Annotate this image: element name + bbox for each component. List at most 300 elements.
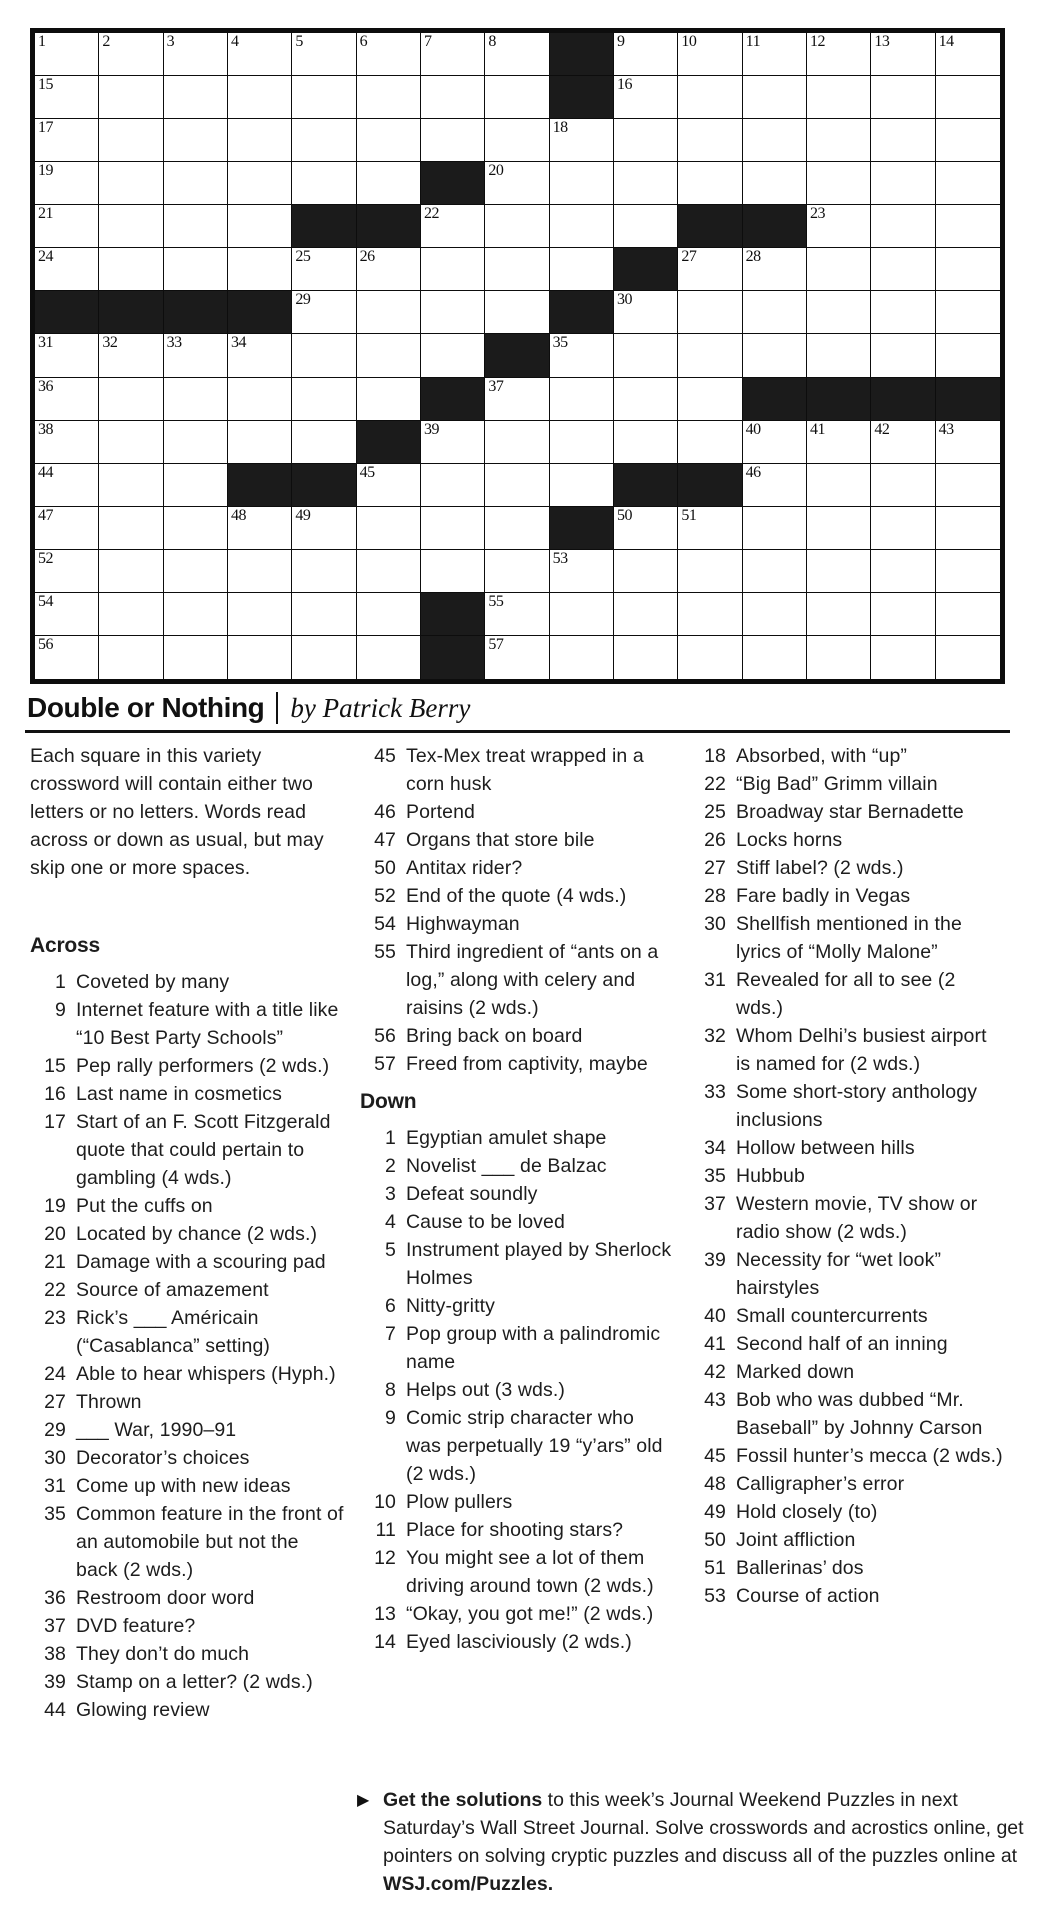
black-cell-r5c6 xyxy=(357,205,421,248)
clue-item xyxy=(690,770,1035,798)
clue-number: 26 xyxy=(704,829,726,851)
grid-cell-r6c7[interactable] xyxy=(421,248,485,291)
clue-item xyxy=(690,1358,1035,1386)
grid-cell-r3c11[interactable] xyxy=(678,119,742,162)
grid-cell-r6c1[interactable] xyxy=(35,248,99,291)
grid-cell-r9c3[interactable] xyxy=(164,378,228,421)
grid-cell-r2c4[interactable] xyxy=(228,76,292,119)
clue-text: Start of an F. Scott Fitzgerald quote that could pertain to gambling (4 wds.) xyxy=(76,1111,331,1189)
grid-cell-r11c8[interactable] xyxy=(485,464,549,507)
grid-cell-r1c12[interactable] xyxy=(743,33,807,76)
grid-cell-r2c13[interactable] xyxy=(807,76,871,119)
clue-text: Shellfish mentioned in the lyrics of “Molly Malone” xyxy=(736,913,962,963)
clue-text: Hollow between hills xyxy=(736,1137,915,1159)
clue-number: 12 xyxy=(374,1547,396,1569)
grid-cell-r12c15[interactable] xyxy=(936,507,1000,550)
grid-cell-r14c9[interactable] xyxy=(550,593,614,636)
grid-cell-r1c14[interactable] xyxy=(871,33,935,76)
grid-cell-r11c2[interactable] xyxy=(99,464,163,507)
clue-number: 18 xyxy=(704,745,726,767)
grid-cell-r4c2[interactable] xyxy=(99,162,163,205)
clue-item xyxy=(360,938,678,1022)
clue-item xyxy=(690,1246,1035,1302)
black-cell-r9c14 xyxy=(871,378,935,421)
grid-cell-r3c13[interactable] xyxy=(807,119,871,162)
clue-number: 48 xyxy=(704,1473,726,1495)
grid-cell-r10c12[interactable] xyxy=(743,421,807,464)
grid-cell-r8c13[interactable] xyxy=(807,334,871,377)
grid-cell-r9c2[interactable] xyxy=(99,378,163,421)
grid-cell-r12c4[interactable] xyxy=(228,507,292,550)
grid-cell-r14c14[interactable] xyxy=(871,593,935,636)
grid-cell-r14c1[interactable] xyxy=(35,593,99,636)
black-cell-r7c2 xyxy=(99,291,163,334)
grid-cell-r14c13[interactable] xyxy=(807,593,871,636)
grid-cell-r1c13[interactable] xyxy=(807,33,871,76)
grid-cell-r1c5[interactable] xyxy=(292,33,356,76)
grid-cell-r8c5[interactable] xyxy=(292,334,356,377)
clue-text: Organs that store bile xyxy=(406,829,595,851)
grid-cell-r6c3[interactable] xyxy=(164,248,228,291)
grid-cell-r7c7[interactable] xyxy=(421,291,485,334)
across-clue-list-part1 xyxy=(30,968,348,1724)
cell-number: 8 xyxy=(488,33,496,50)
grid-cell-r1c8[interactable] xyxy=(485,33,549,76)
grid-cell-r10c10[interactable] xyxy=(614,421,678,464)
black-cell-r7c3 xyxy=(164,291,228,334)
grid-cell-r2c15[interactable] xyxy=(936,76,1000,119)
grid-cell-r8c15[interactable] xyxy=(936,334,1000,377)
clue-text: Comic strip character who was perpetually 19 “y’ars” old (2 wds.) xyxy=(406,1407,663,1485)
grid-cell-r8c7[interactable] xyxy=(421,334,485,377)
clue-item xyxy=(30,1696,348,1724)
grid-cell-r13c9[interactable] xyxy=(550,550,614,593)
grid-cell-r6c11[interactable] xyxy=(678,248,742,291)
clue-number: 11 xyxy=(375,1519,396,1541)
grid-cell-r2c12[interactable] xyxy=(743,76,807,119)
grid-cell-r1c11[interactable] xyxy=(678,33,742,76)
grid-cell-r15c5[interactable] xyxy=(292,636,356,679)
clue-text: They don’t do much xyxy=(76,1643,250,1665)
grid-cell-r2c5[interactable] xyxy=(292,76,356,119)
grid-cell-r6c6[interactable] xyxy=(357,248,421,291)
grid-cell-r4c4[interactable] xyxy=(228,162,292,205)
grid-cell-r11c15[interactable] xyxy=(936,464,1000,507)
grid-cell-r8c9[interactable] xyxy=(550,334,614,377)
grid-cell-r13c12[interactable] xyxy=(743,550,807,593)
clue-item xyxy=(690,1386,1035,1442)
clue-number: 9 xyxy=(55,999,66,1021)
grid-cell-r1c7[interactable] xyxy=(421,33,485,76)
grid-cell-r15c6[interactable] xyxy=(357,636,421,679)
grid-cell-r4c11[interactable] xyxy=(678,162,742,205)
grid-cell-r15c12[interactable] xyxy=(743,636,807,679)
grid-cell-r4c9[interactable] xyxy=(550,162,614,205)
grid-cell-r3c4[interactable] xyxy=(228,119,292,162)
grid-cell-r15c8[interactable] xyxy=(485,636,549,679)
grid-cell-r5c1[interactable] xyxy=(35,205,99,248)
grid-cell-r15c3[interactable] xyxy=(164,636,228,679)
grid-cell-r2c8[interactable] xyxy=(485,76,549,119)
grid-cell-r8c1[interactable] xyxy=(35,334,99,377)
clue-number: 25 xyxy=(704,801,726,823)
grid-cell-r2c14[interactable] xyxy=(871,76,935,119)
clue-number: 2 xyxy=(385,1155,396,1177)
grid-cell-r12c13[interactable] xyxy=(807,507,871,550)
grid-cell-r12c8[interactable] xyxy=(485,507,549,550)
grid-cell-r10c1[interactable] xyxy=(35,421,99,464)
cell-number: 30 xyxy=(617,291,632,309)
grid-cell-r8c10[interactable] xyxy=(614,334,678,377)
grid-cell-r5c13[interactable] xyxy=(807,205,871,248)
grid-cell-r8c14[interactable] xyxy=(871,334,935,377)
grid-cell-r4c3[interactable] xyxy=(164,162,228,205)
grid-cell-r15c11[interactable] xyxy=(678,636,742,679)
black-cell-r5c12 xyxy=(743,205,807,248)
clue-text: End of the quote (4 wds.) xyxy=(406,885,627,907)
cell-number: 36 xyxy=(38,377,53,395)
grid-cell-r15c9[interactable] xyxy=(550,636,614,679)
grid-cell-r3c7[interactable] xyxy=(421,119,485,162)
grid-cell-r14c10[interactable] xyxy=(614,593,678,636)
grid-cell-r9c9[interactable] xyxy=(550,378,614,421)
footer-link: WSJ.com/Puzzles xyxy=(383,1873,548,1895)
grid-cell-r10c14[interactable] xyxy=(871,421,935,464)
grid-cell-r8c4[interactable] xyxy=(228,334,292,377)
grid-cell-r6c8[interactable] xyxy=(485,248,549,291)
grid-cell-r6c13[interactable] xyxy=(807,248,871,291)
clue-item xyxy=(690,1162,1035,1190)
clue-text: Able to hear whispers (Hyph.) xyxy=(76,1363,336,1385)
cell-number: 47 xyxy=(38,506,53,524)
grid-cell-r5c8[interactable] xyxy=(485,205,549,248)
grid-cell-r1c10[interactable] xyxy=(614,33,678,76)
grid-cell-r12c5[interactable] xyxy=(292,507,356,550)
cell-number: 45 xyxy=(359,463,375,481)
grid-cell-r4c13[interactable] xyxy=(807,162,871,205)
clue-text: “Big Bad” Grimm villain xyxy=(736,773,938,795)
clue-number: 51 xyxy=(704,1557,726,1579)
black-cell-r9c7 xyxy=(421,378,485,421)
clue-item xyxy=(690,882,1035,910)
grid-cell-r11c1[interactable] xyxy=(35,464,99,507)
grid-cell-r13c7[interactable] xyxy=(421,550,485,593)
grid-cell-r11c6[interactable] xyxy=(357,464,421,507)
cell-number: 19 xyxy=(38,162,53,180)
grid-cell-r3c2[interactable] xyxy=(99,119,163,162)
clue-number: 20 xyxy=(44,1223,66,1245)
grid-cell-r6c4[interactable] xyxy=(228,248,292,291)
grid-cell-r5c14[interactable] xyxy=(871,205,935,248)
grid-cell-r5c2[interactable] xyxy=(99,205,163,248)
clue-number: 50 xyxy=(374,857,396,879)
clue-number: 56 xyxy=(374,1025,396,1047)
grid-cell-r3c1[interactable] xyxy=(35,119,99,162)
cell-number: 51 xyxy=(681,506,697,524)
grid-cell-r11c13[interactable] xyxy=(807,464,871,507)
grid-cell-r5c3[interactable] xyxy=(164,205,228,248)
grid-cell-r13c2[interactable] xyxy=(99,550,163,593)
grid-cell-r15c10[interactable] xyxy=(614,636,678,679)
grid-cell-r12c7[interactable] xyxy=(421,507,485,550)
clue-item xyxy=(360,1050,678,1078)
grid-cell-r13c6[interactable] xyxy=(357,550,421,593)
grid-cell-r14c11[interactable] xyxy=(678,593,742,636)
cell-number: 7 xyxy=(424,33,432,50)
grid-cell-r14c15[interactable] xyxy=(936,593,1000,636)
grid-cell-r6c5[interactable] xyxy=(292,248,356,291)
clue-number: 4 xyxy=(385,1211,396,1233)
grid-cell-r5c15[interactable] xyxy=(936,205,1000,248)
grid-cell-r10c8[interactable] xyxy=(485,421,549,464)
grid-cell-r6c9[interactable] xyxy=(550,248,614,291)
grid-cell-r3c9[interactable] xyxy=(550,119,614,162)
grid-cell-r6c15[interactable] xyxy=(936,248,1000,291)
grid-cell-r8c12[interactable] xyxy=(743,334,807,377)
cell-number: 40 xyxy=(745,420,761,438)
puzzle-byline: by Patrick Berry xyxy=(290,692,471,723)
puzzle-instructions: Each square in this variety crossword will contain either two letters or no letters. Words read across or down as usual, but may skip one or more spaces. xyxy=(30,745,324,879)
grid-cell-r7c14[interactable] xyxy=(871,291,935,334)
grid-cell-r9c6[interactable] xyxy=(357,378,421,421)
black-cell-r5c11 xyxy=(678,205,742,248)
grid-cell-r12c14[interactable] xyxy=(871,507,935,550)
grid-cell-r4c10[interactable] xyxy=(614,162,678,205)
grid-cell-r12c10[interactable] xyxy=(614,507,678,550)
grid-cell-r6c14[interactable] xyxy=(871,248,935,291)
grid-cell-r5c9[interactable] xyxy=(550,205,614,248)
grid-cell-r2c10[interactable] xyxy=(614,76,678,119)
grid-cell-r13c5[interactable] xyxy=(292,550,356,593)
grid-cell-r9c11[interactable] xyxy=(678,378,742,421)
clue-number: 40 xyxy=(704,1305,726,1327)
clue-text: Some short-story anthology inclusions xyxy=(736,1081,978,1131)
grid-cell-r3c3[interactable] xyxy=(164,119,228,162)
clue-text: Tex-Mex treat wrapped in a corn husk xyxy=(406,745,644,795)
clue-text: Novelist ___ de Balzac xyxy=(406,1155,607,1177)
grid-cell-r9c10[interactable] xyxy=(614,378,678,421)
grid-cell-r9c8[interactable] xyxy=(485,378,549,421)
grid-cell-r13c8[interactable] xyxy=(485,550,549,593)
clue-item xyxy=(30,1192,348,1220)
grid-cell-r3c8[interactable] xyxy=(485,119,549,162)
grid-cell-r12c3[interactable] xyxy=(164,507,228,550)
clue-number: 30 xyxy=(704,913,726,935)
clue-item xyxy=(30,1360,348,1388)
clue-item xyxy=(360,910,678,938)
clue-item xyxy=(360,1236,678,1292)
grid-cell-r7c6[interactable] xyxy=(357,291,421,334)
black-cell-r14c7 xyxy=(421,593,485,636)
grid-cell-r11c14[interactable] xyxy=(871,464,935,507)
grid-cell-r2c11[interactable] xyxy=(678,76,742,119)
grid-cell-r15c2[interactable] xyxy=(99,636,163,679)
grid-cell-r10c3[interactable] xyxy=(164,421,228,464)
grid-cell-r10c13[interactable] xyxy=(807,421,871,464)
grid-cell-r13c1[interactable] xyxy=(35,550,99,593)
grid-cell-r10c4[interactable] xyxy=(228,421,292,464)
grid-cell-r4c12[interactable] xyxy=(743,162,807,205)
grid-cell-r13c14[interactable] xyxy=(871,550,935,593)
grid-cell-r1c6[interactable] xyxy=(357,33,421,76)
grid-cell-r7c5[interactable] xyxy=(292,291,356,334)
clue-number: 54 xyxy=(374,913,396,935)
clue-item xyxy=(690,742,1035,770)
grid-cell-r8c11[interactable] xyxy=(678,334,742,377)
grid-cell-r5c7[interactable] xyxy=(421,205,485,248)
grid-cell-r2c3[interactable] xyxy=(164,76,228,119)
grid-cell-r13c13[interactable] xyxy=(807,550,871,593)
grid-cell-r12c6[interactable] xyxy=(357,507,421,550)
grid-cell-r8c2[interactable] xyxy=(99,334,163,377)
grid-cell-r13c11[interactable] xyxy=(678,550,742,593)
grid-cell-r11c9[interactable] xyxy=(550,464,614,507)
clue-item xyxy=(360,1208,678,1236)
grid-cell-r13c4[interactable] xyxy=(228,550,292,593)
clue-text: Calligrapher’s error xyxy=(736,1473,905,1495)
grid-cell-r11c12[interactable] xyxy=(743,464,807,507)
grid-cell-r3c14[interactable] xyxy=(871,119,935,162)
grid-cell-r13c3[interactable] xyxy=(164,550,228,593)
grid-cell-r4c5[interactable] xyxy=(292,162,356,205)
grid-cell-r4c1[interactable] xyxy=(35,162,99,205)
grid-cell-r3c6[interactable] xyxy=(357,119,421,162)
grid-cell-r5c10[interactable] xyxy=(614,205,678,248)
grid-cell-r4c15[interactable] xyxy=(936,162,1000,205)
grid-cell-r15c14[interactable] xyxy=(871,636,935,679)
clue-number: 38 xyxy=(44,1643,66,1665)
black-cell-r12c9 xyxy=(550,507,614,550)
grid-cell-r2c6[interactable] xyxy=(357,76,421,119)
clue-text: “Okay, you got me!” (2 wds.) xyxy=(406,1603,654,1625)
grid-cell-r7c15[interactable] xyxy=(936,291,1000,334)
grid-cell-r9c5[interactable] xyxy=(292,378,356,421)
grid-cell-r15c4[interactable] xyxy=(228,636,292,679)
clue-text: DVD feature? xyxy=(76,1615,196,1637)
grid-cell-r2c1[interactable] xyxy=(35,76,99,119)
grid-cell-r14c4[interactable] xyxy=(228,593,292,636)
grid-cell-r7c8[interactable] xyxy=(485,291,549,334)
cell-number: 44 xyxy=(38,463,53,481)
clue-item xyxy=(360,882,678,910)
grid-cell-r6c12[interactable] xyxy=(743,248,807,291)
clue-text: Located by chance (2 wds.) xyxy=(76,1223,318,1245)
clue-item xyxy=(30,1416,348,1444)
grid-cell-r3c10[interactable] xyxy=(614,119,678,162)
clue-item xyxy=(30,1584,348,1612)
grid-cell-r12c2[interactable] xyxy=(99,507,163,550)
solutions-footer xyxy=(357,1786,1029,1898)
cell-number: 15 xyxy=(38,76,53,94)
grid-cell-r15c1[interactable] xyxy=(35,636,99,679)
grid-cell-r1c4[interactable] xyxy=(228,33,292,76)
black-cell-r1c9 xyxy=(550,33,614,76)
clue-item xyxy=(690,1134,1035,1162)
grid-cell-r4c6[interactable] xyxy=(357,162,421,205)
black-cell-r4c7 xyxy=(421,162,485,205)
clue-text: Common feature in the front of an automobile but not the back (2 wds.) xyxy=(76,1503,344,1581)
grid-cell-r12c11[interactable] xyxy=(678,507,742,550)
black-cell-r10c6 xyxy=(357,421,421,464)
clue-number: 30 xyxy=(44,1447,66,1469)
grid-cell-r10c11[interactable] xyxy=(678,421,742,464)
cell-number: 14 xyxy=(938,33,954,50)
clue-number: 13 xyxy=(374,1603,396,1625)
title-separator xyxy=(276,692,278,724)
grid-cell-r9c4[interactable] xyxy=(228,378,292,421)
grid-cell-r9c1[interactable] xyxy=(35,378,99,421)
grid-cell-r3c5[interactable] xyxy=(292,119,356,162)
grid-cell-r7c10[interactable] xyxy=(614,291,678,334)
grid-cell-r14c5[interactable] xyxy=(292,593,356,636)
clue-text: Ballerinas’ dos xyxy=(736,1557,864,1579)
grid-cell-r12c12[interactable] xyxy=(743,507,807,550)
grid-cell-r2c2[interactable] xyxy=(99,76,163,119)
clue-item xyxy=(690,1302,1035,1330)
cell-number: 56 xyxy=(38,635,53,653)
grid-cell-r10c5[interactable] xyxy=(292,421,356,464)
clue-item xyxy=(690,826,1035,854)
grid-cell-r13c10[interactable] xyxy=(614,550,678,593)
grid-cell-r14c12[interactable] xyxy=(743,593,807,636)
grid-cell-r14c8[interactable] xyxy=(485,593,549,636)
cell-number: 52 xyxy=(38,549,53,567)
clue-item xyxy=(30,1444,348,1472)
grid-cell-r7c12[interactable] xyxy=(743,291,807,334)
grid-cell-r10c15[interactable] xyxy=(936,421,1000,464)
clue-text: Hold closely (to) xyxy=(736,1501,878,1523)
clue-text: ___ War, 1990–91 xyxy=(76,1419,237,1441)
clue-text: Source of amazement xyxy=(76,1279,269,1301)
grid-cell-r7c11[interactable] xyxy=(678,291,742,334)
grid-cell-r1c1[interactable] xyxy=(35,33,99,76)
grid-cell-r1c15[interactable] xyxy=(936,33,1000,76)
clue-item xyxy=(30,1640,348,1668)
grid-cell-r11c3[interactable] xyxy=(164,464,228,507)
grid-cell-r6c2[interactable] xyxy=(99,248,163,291)
grid-cell-r10c2[interactable] xyxy=(99,421,163,464)
clue-item xyxy=(360,1292,678,1320)
grid-cell-r2c7[interactable] xyxy=(421,76,485,119)
grid-cell-r1c2[interactable] xyxy=(99,33,163,76)
clue-number: 8 xyxy=(385,1379,396,1401)
grid-cell-r15c15[interactable] xyxy=(936,636,1000,679)
clue-column-2 xyxy=(360,742,678,1656)
grid-cell-r3c15[interactable] xyxy=(936,119,1000,162)
grid-cell-r14c3[interactable] xyxy=(164,593,228,636)
grid-cell-r15c13[interactable] xyxy=(807,636,871,679)
grid-cell-r8c6[interactable] xyxy=(357,334,421,377)
grid-cell-r5c4[interactable] xyxy=(228,205,292,248)
grid-cell-r11c7[interactable] xyxy=(421,464,485,507)
cell-number: 16 xyxy=(617,76,632,94)
grid-cell-r14c2[interactable] xyxy=(99,593,163,636)
grid-cell-r10c7[interactable] xyxy=(421,421,485,464)
grid-cell-r4c8[interactable] xyxy=(485,162,549,205)
grid-cell-r7c13[interactable] xyxy=(807,291,871,334)
grid-cell-r13c15[interactable] xyxy=(936,550,1000,593)
grid-cell-r1c3[interactable] xyxy=(164,33,228,76)
clue-item xyxy=(30,1052,348,1080)
grid-cell-r3c12[interactable] xyxy=(743,119,807,162)
grid-cell-r8c3[interactable] xyxy=(164,334,228,377)
cell-number: 27 xyxy=(681,248,697,266)
grid-cell-r10c9[interactable] xyxy=(550,421,614,464)
grid-cell-r14c6[interactable] xyxy=(357,593,421,636)
grid-cell-r4c14[interactable] xyxy=(871,162,935,205)
clue-number: 33 xyxy=(704,1081,726,1103)
grid-cell-r12c1[interactable] xyxy=(35,507,99,550)
